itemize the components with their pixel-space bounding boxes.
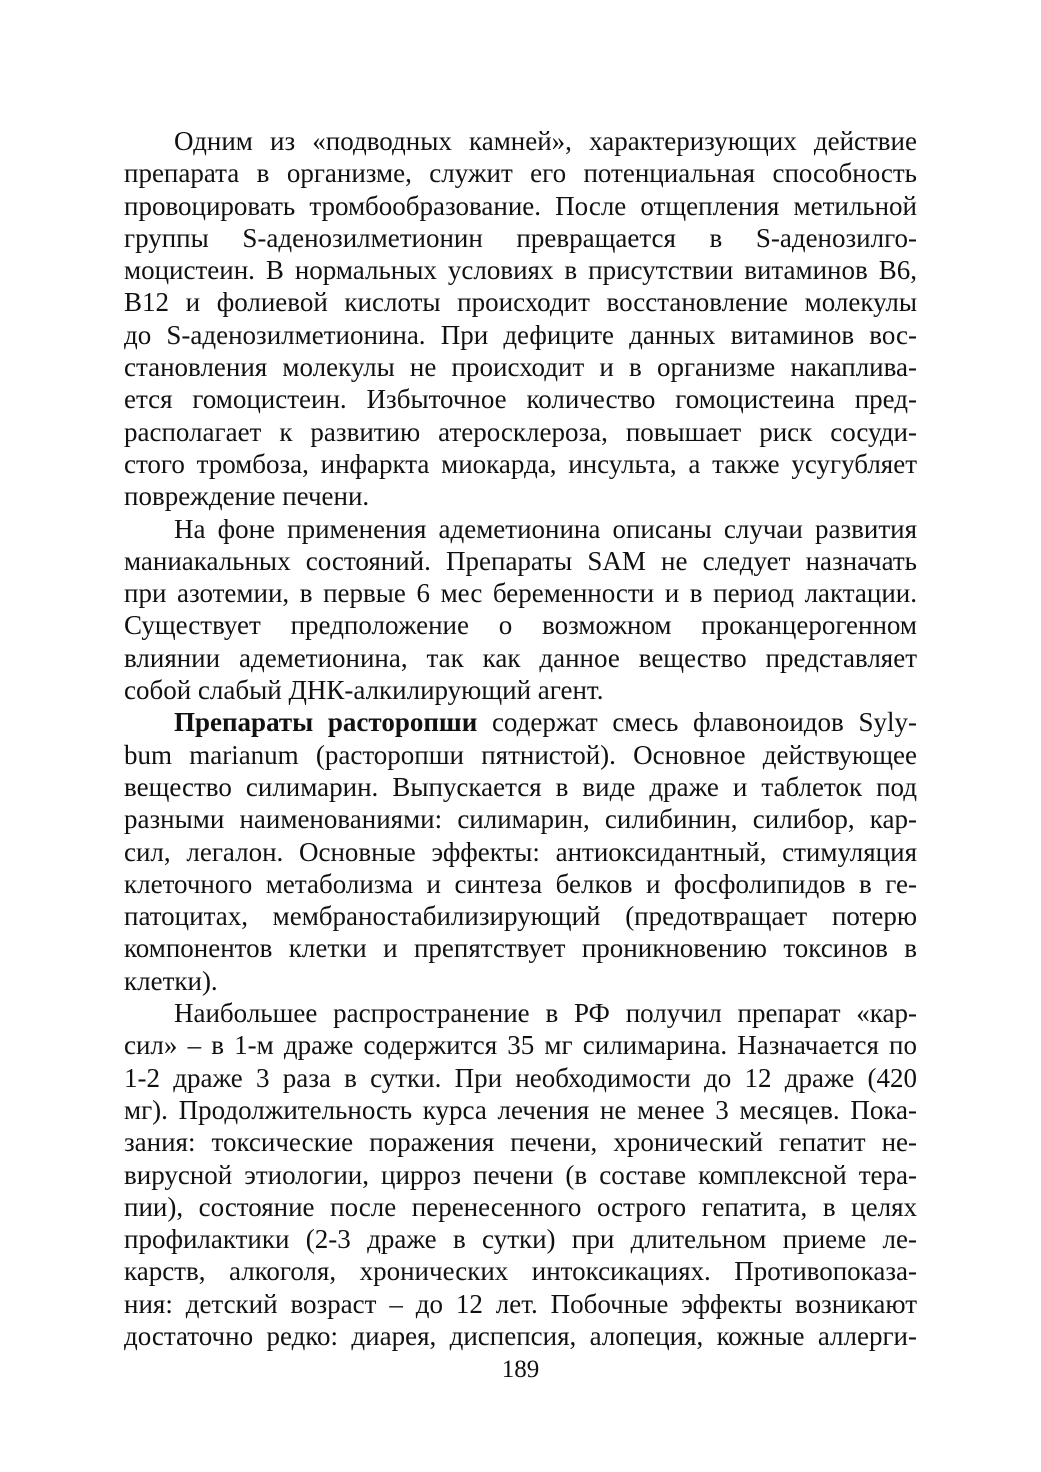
text-line: маниакальных состояний. Препараты SAM не следует назначать: [124, 545, 917, 576]
text-line: зания: токсические поражения печени, хронический гепатит не-: [124, 1127, 917, 1158]
text-line: клеточного метаболизма и синтеза белков и фосфолипидов в ге-: [124, 868, 917, 899]
text-line-rest: содержат смесь флавоноидов Syly-: [477, 707, 917, 738]
paragraph-homocysteine: [124, 125, 917, 513]
text-line: моцистеин. В нормальных условиях в присутствии витаминов В6,: [124, 255, 917, 286]
text-line: при азотемии, в первые 6 мес беременности и в период лактации.: [124, 578, 917, 609]
text-line: препарата в организме, служит его потенциальная способность: [124, 158, 917, 189]
text-line: повреждение печени.: [124, 481, 370, 512]
text-line: стого тромбоза, инфаркта миокарда, инсульта, а также усугубляет: [124, 448, 917, 479]
text-line: Одним из «подводных камней», характеризующих действие: [174, 126, 917, 156]
text-line: bum marianum (расторопши пятнистой). Основное действующее: [124, 739, 917, 770]
text-line: разными наименованиями: силимарин, силибинин, силибор, кар-: [124, 804, 917, 835]
text-line: влиянии адеметионина, так как данное вещество представляет: [124, 642, 917, 673]
text-line: становления молекулы не происходит и в организме накаплива-: [124, 352, 917, 383]
text-line: В12 и фолиевой кислоты происходит восстановление молекулы: [124, 287, 917, 318]
text-line: На фоне применения адеметионина описаны случаи развития: [174, 513, 917, 544]
text-line: [124, 706, 917, 738]
bold-term: Препараты расторопши: [174, 707, 478, 738]
text-line: Существует предположение о возможном проканцерогенном: [124, 610, 917, 641]
text-line: мг). Продолжительность курса лечения не менее 3 месяцев. Пока-: [124, 1094, 917, 1125]
text-line: пии), состояние после перенесенного острого гепатита, в целях: [124, 1191, 917, 1222]
text-line: сил, легалон. Основные эффекты: антиоксидантный, стимуляция: [124, 836, 917, 867]
text-line: провоцировать тромбообразование. После отщепления метильной: [124, 190, 917, 221]
text-line: клетки).: [124, 965, 218, 996]
body-text: [124, 125, 917, 1352]
text-line: 1-2 драже 3 раза в сутки. При необходимости до 12 драже (420: [124, 1062, 917, 1093]
text-line: до S-аденозилметионина. При дефиците данных витаминов вос-: [124, 319, 917, 350]
text-line: ется гомоцистеин. Избыточное количество гомоцистеина пред-: [124, 384, 917, 415]
text-line: собой слабый ДНК-алкилирующий агент.: [124, 675, 604, 706]
paragraph-milk-thistle: [124, 706, 917, 997]
text-line: достаточно редко: диарея, диспепсия, алопеция, кожные аллерги-: [124, 1320, 917, 1351]
text-line: карств, алкоголя, хронических интоксикациях. Противопоказа-: [124, 1256, 917, 1287]
text-line: патоцитах, мембраностабилизирующий (предотвращает потерю: [124, 901, 917, 932]
text-line: Наибольшее распространение в РФ получил препарат «кар-: [174, 998, 917, 1029]
page-number: 189: [501, 1356, 540, 1383]
text-line: компонентов клетки и препятствует проникновению токсинов в: [124, 933, 917, 964]
text-line: располагает к развитию атеросклероза, повышает риск сосуди-: [124, 416, 917, 447]
text-line: вещество силимарин. Выпускается в виде драже и таблеток под: [124, 771, 917, 802]
paragraph-karsil: [124, 997, 917, 1352]
text-line: профилактики (2-3 драже в сутки) при длительном приеме ле-: [124, 1224, 917, 1255]
paragraph-ademetionine: [124, 513, 917, 707]
text-line: группы S-аденозилметионин превращается в S-аденозилго-: [124, 222, 917, 253]
text-line: вирусной этиологии, цирроз печени (в составе комплексной тера-: [124, 1159, 917, 1190]
text-line: сил» – в 1-м драже содержится 35 мг силимарина. Назначается по: [124, 1030, 917, 1061]
text-line: ния: детский возраст – до 12 лет. Побочные эффекты возникают: [124, 1288, 917, 1319]
